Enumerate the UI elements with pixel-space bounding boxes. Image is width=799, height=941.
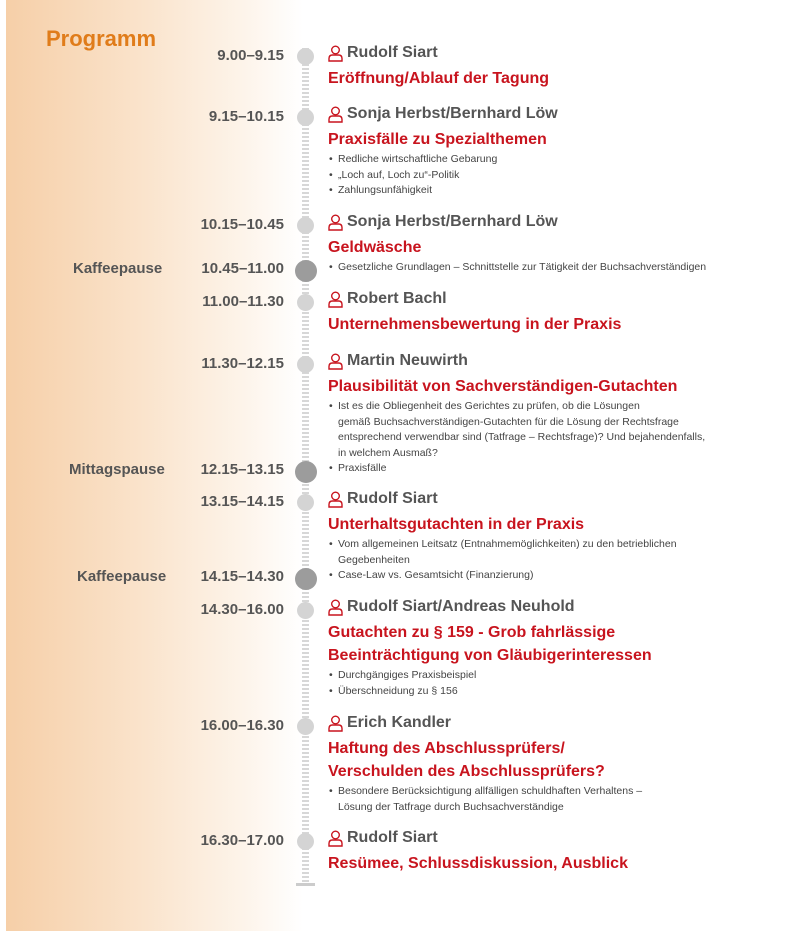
timeline-dot (297, 48, 314, 65)
person-icon (328, 106, 343, 123)
pause-time: 12.15–13.15 (200, 461, 284, 478)
page-title: Programm (46, 26, 157, 51)
speaker-name: Rudolf Siart (347, 829, 438, 846)
timeline-dot (297, 602, 314, 619)
bullet-item: • „Loch auf, Loch zu“-Politik (328, 168, 497, 184)
speaker (328, 714, 451, 732)
session-topic: Gutachten zu § 159 - Grob fahrlässige (328, 624, 616, 641)
bullet-item: • Ist es die Obliegenheit des Gerichtes zu prüfen, ob die Lösungen gemäß Buchsachverständigen-Gutachten für die Lösung der Rechtsfrage entsprechend verwendbar sind (Tatfrage – Rechtsfrage)? Und bejahendenfalls, in welchem Ausmaß? (328, 399, 705, 461)
session-time: 11.00–11.30 (202, 293, 284, 310)
session-time: 9.15–10.15 (208, 108, 284, 125)
topic-bullet-list (328, 399, 705, 477)
speaker-name: Rudolf Siart (347, 490, 438, 507)
person-icon (328, 599, 343, 616)
person-icon (328, 45, 343, 62)
timeline-end-cap (296, 883, 315, 886)
speaker (328, 598, 575, 616)
pause-label: Kaffeepause (77, 568, 167, 585)
speaker (328, 105, 558, 123)
speaker (328, 213, 558, 231)
person-icon (328, 353, 343, 370)
speaker-name: Rudolf Siart/Andreas Neuhold (347, 598, 575, 615)
session-topic: Verschulden des Abschlussprüfers? (328, 763, 605, 780)
session-topic: Beeinträchtigung von Gläubigerinteressen (328, 647, 652, 664)
bullet-item: • Redliche wirtschaftliche Gebarung (328, 152, 497, 168)
timeline-dot (297, 217, 314, 234)
speaker-name: Erich Kandler (347, 714, 452, 731)
bullet-item: • Zahlungsunfähigkeit (328, 183, 497, 199)
timeline-dot (297, 294, 314, 311)
timeline-dot (297, 109, 314, 126)
timeline-dot (297, 494, 314, 511)
pause-label: Mittagspause (69, 461, 165, 478)
speaker (328, 829, 438, 847)
pause-time: 10.45–11.00 (201, 260, 284, 277)
bullet-item: • Überschneidung zu § 156 (328, 684, 476, 700)
person-icon (328, 291, 343, 308)
session-topic: Unterhaltsgutachten in der Praxis (328, 516, 585, 533)
session-time: 13.15–14.15 (200, 493, 284, 510)
bullet-item: • Durchgängiges Praxisbeispiel (328, 668, 476, 684)
bullet-item: • Vom allgemeinen Leitsatz (Entnahmemöglichkeiten) zu den betrieblichen Gegebenheiten (328, 537, 677, 568)
session-time: 16.30–17.00 (200, 832, 284, 849)
speaker-name: Sonja Herbst/Bernhard Löw (347, 213, 558, 230)
session-topic: Resümee, Schlussdiskussion, Ausblick (328, 855, 628, 872)
pause-time: 14.15–14.30 (200, 568, 284, 585)
bullet-item: • Besondere Berücksichtigung allfälligen schuldhaften Verhaltens – Lösung der Tatfrage durch Buchsachverständige (328, 784, 642, 815)
pause-dot (295, 568, 317, 590)
session-topic: Geldwäsche (328, 239, 422, 256)
session-time: 16.00–16.30 (200, 717, 284, 734)
topic-bullet-list (328, 152, 497, 199)
topic-bullet-list (328, 260, 706, 276)
timeline-dot (297, 833, 314, 850)
speaker (328, 490, 438, 508)
bullet-item: • Gesetzliche Grundlagen – Schnittstelle zur Tätigkeit der Buchsachverständigen (328, 260, 706, 276)
speaker (328, 290, 447, 308)
session-time: 11.30–12.15 (201, 355, 284, 372)
bullet-item: • Case-Law vs. Gesamtsicht (Finanzierung) (328, 568, 677, 584)
person-icon (328, 715, 343, 732)
topic-bullet-list (328, 537, 677, 584)
timeline-dot (297, 718, 314, 735)
speaker-name: Robert Bachl (347, 290, 447, 307)
session-topic: Praxisfälle zu Spezialthemen (328, 131, 547, 148)
speaker-name: Sonja Herbst/Bernhard Löw (347, 105, 558, 122)
session-topic: Unternehmensbewertung in der Praxis (328, 316, 622, 333)
pause-dot (295, 461, 317, 483)
topic-bullet-list (328, 668, 476, 699)
bullet-item: • Praxisfälle (328, 461, 705, 477)
session-topic: Eröffnung/Ablauf der Tagung (328, 70, 550, 87)
pause-dot (295, 260, 317, 282)
session-time: 9.00–9.15 (217, 47, 284, 64)
person-icon (328, 214, 343, 231)
session-topic: Plausibilität von Sachverständigen-Gutachten (328, 378, 678, 395)
speaker-name: Rudolf Siart (347, 44, 438, 61)
person-icon (328, 491, 343, 508)
session-time: 10.15–10.45 (200, 216, 284, 233)
topic-bullet-list (328, 784, 642, 815)
speaker (328, 352, 468, 370)
pause-label: Kaffeepause (73, 260, 163, 277)
session-topic: Haftung des Abschlussprüfers/ (328, 740, 565, 757)
speaker-name: Martin Neuwirth (347, 352, 468, 369)
session-time: 14.30–16.00 (200, 601, 284, 618)
timeline-dot (297, 356, 314, 373)
person-icon (328, 830, 343, 847)
speaker (328, 44, 438, 62)
